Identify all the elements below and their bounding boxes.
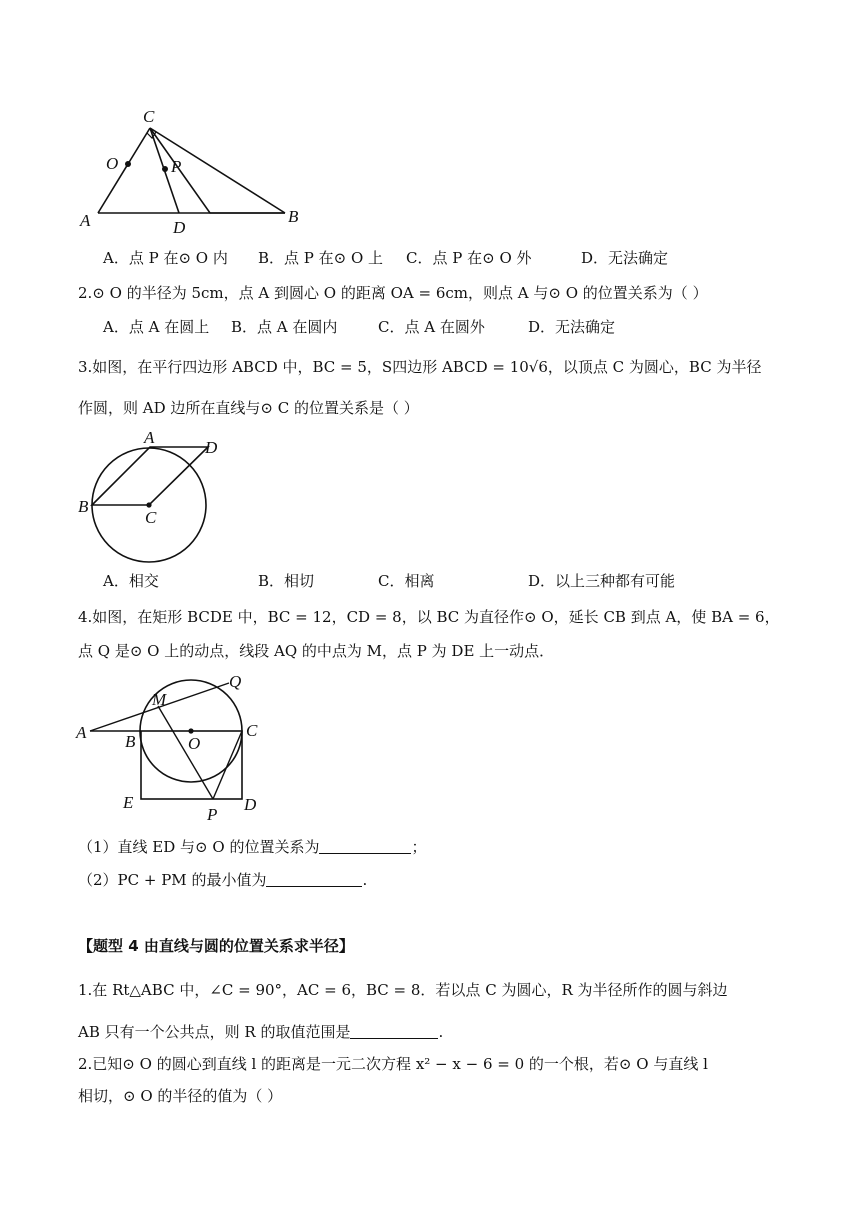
label-e: E	[123, 793, 134, 812]
segment-mp	[158, 706, 213, 799]
label-d: D	[244, 795, 257, 814]
answer-blank[interactable]	[350, 1022, 438, 1039]
label-c: C	[143, 107, 155, 126]
label-p: P	[207, 805, 218, 824]
q2-stem: 2.⊙ O 的半径为 5cm，点 A 到圆心 O 的距离 OA = 6cm，则点 A 与⊙ O 的位置关系为（ ）	[78, 284, 708, 302]
q3-stem-line2: 作圆，则 AD 边所在直线与⊙ C 的位置关系是（ ）	[78, 399, 419, 417]
label-b: B	[288, 207, 299, 226]
q4-stem-line2: 点 Q 是⊙ O 上的动点，线段 AQ 的中点为 M，点 P 为 DE 上一动点．	[78, 642, 555, 660]
label-m: M	[152, 690, 167, 709]
label-a: A	[76, 723, 87, 742]
label-p: P	[171, 157, 182, 176]
q1-option-d: D．无法确定	[581, 249, 669, 267]
q4-stem-line1: 4.如图，在矩形 BCDE 中，BC = 12，CD = 8，以 BC 为直径作⊙ O，延长 CB 到点 A，使 BA = 6，	[78, 608, 780, 626]
label-b: B	[78, 497, 89, 516]
q1-option-a: A．点 P 在⊙ O 内	[103, 249, 228, 267]
q2-option-d: D．无法确定	[528, 318, 616, 336]
q1-option-b: B．点 P 在⊙ O 上	[258, 249, 384, 267]
q3-option-b: B．相切	[258, 572, 315, 590]
label-a: A	[80, 211, 91, 230]
label-b: B	[125, 732, 136, 751]
q4-sub1-end: ；	[411, 838, 427, 856]
label-o: O	[106, 154, 119, 173]
label-d: D	[173, 218, 186, 237]
q4-sub1-text: （1）直线 ED 与⊙ O 的位置关系为	[78, 838, 320, 856]
point-o	[125, 161, 131, 167]
q3-stem-line1: 3.如图，在平行四边形 ABCD 中，BC = 5，S四边形 ABCD = 10√6，以顶点 C 为圆心，BC 为半径	[78, 358, 762, 376]
segment-pc	[213, 731, 242, 799]
q3-option-d: D．以上三种都有可能	[528, 572, 676, 590]
q3-option-a: A．相交	[103, 572, 159, 590]
q4-sub2	[78, 869, 367, 891]
q2-option-b: B．点 A 在圆内	[231, 318, 338, 336]
s4-q2-line1: 2.已知⊙ O 的圆心到直线 l 的距离是一元二次方程 x² − x − 6 = 0 的一个根，若⊙ O 与直线 l	[78, 1055, 708, 1073]
figure-parallelogram-circle	[74, 428, 234, 563]
answer-blank[interactable]	[319, 837, 411, 854]
label-d: D	[205, 438, 218, 457]
s4-q1-line1: 1.在 Rt△ABC 中，∠C = 90°，AC = 6，BC = 8．若以点 C 为圆心，R 为半径所作的圆与斜边	[78, 981, 728, 999]
point-c	[146, 502, 151, 507]
label-o: O	[188, 734, 201, 753]
label-q: Q	[229, 672, 242, 691]
label-c: C	[246, 721, 258, 740]
q4-sub2-text: （2）PC + PM 的最小值为	[78, 871, 267, 889]
q4-sub1	[78, 836, 426, 858]
s4-q1-line2-end: .	[438, 1023, 444, 1041]
q2-option-a: A．点 A 在圆上	[103, 318, 210, 336]
s4-q1-line2-text: AB 只有一个公共点，则 R 的取值范围是	[78, 1023, 351, 1041]
answer-blank[interactable]	[266, 870, 362, 887]
figure-triangle-abc	[78, 100, 318, 242]
s4-q2-line2: 相切，⊙ O 的半径的值为（ ）	[78, 1087, 283, 1105]
point-p	[162, 166, 168, 172]
q1-option-c: C．点 P 在⊙ O 外	[406, 249, 532, 267]
point-o	[188, 728, 193, 733]
section-heading: 【题型 4 由直线与圆的位置关系求半径】	[78, 937, 354, 955]
q4-sub2-end: .	[362, 871, 368, 889]
label-c: C	[145, 508, 157, 527]
label-a: A	[144, 428, 155, 447]
parallelogram-abcd	[92, 447, 208, 505]
q2-option-c: C．点 A 在圆外	[378, 318, 485, 336]
figure-rectangle-circle	[74, 668, 274, 826]
q3-option-c: C．相离	[378, 572, 435, 590]
s4-q1-line2	[78, 1021, 443, 1043]
